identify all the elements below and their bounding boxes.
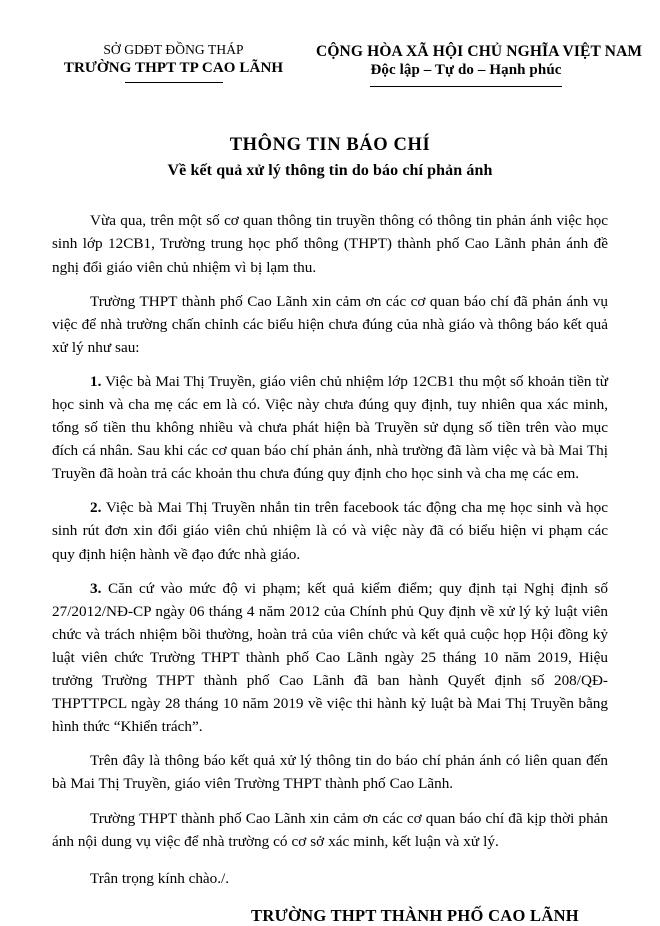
paragraph-number: 1. [90, 372, 102, 390]
signature-block [52, 906, 608, 926]
page-subtitle: Về kết quả xử lý thông tin do báo chí phản ánh [167, 161, 493, 179]
body-paragraph [52, 290, 608, 359]
body-paragraph [52, 209, 608, 278]
title-block [52, 133, 608, 182]
header-right-divider [370, 86, 562, 87]
paragraph-text: Căn cứ vào mức độ vi phạm; kết quả kiểm điểm; quy định tại Nghị định số 27/2012/NĐ-CP ngày 06 tháng 4 năm 2012 của Chính phủ Quy định về xử lý kỷ luật viên chức và trách nhiệm bồi thường, hoàn trả của viên chức và kết quả cuộc họp Hội đồng kỷ luật viên chức Trường THPT thành phố Cao Lãnh ngày 25 tháng 10 năm 2019, Hiệu trưởng Trường THPT thành phố Cao Lãnh đã ban hành Quyết định số 208/QĐ-THPTTPCL ngày 28 tháng 10 năm 2019 về việc thi hành kỷ luật bà Mai Thị Truyền bằng hình thức “Khiển trách”. [52, 579, 608, 736]
body-paragraph [52, 749, 608, 795]
signature-organization: TRƯỜNG THPT THÀNH PHỐ CAO LÃNH [251, 905, 579, 925]
paragraph-text: Vừa qua, trên một số cơ quan thông tin truyền thông có thông tin phản ánh việc học sinh lớp 12CB1, Trường trung học phổ thông (THPT) thành phố Cao Lãnh phản ánh đề nghị đổi giáo viên chủ nhiệm vì bị lạm thu. [52, 212, 608, 276]
body-paragraph [52, 370, 608, 485]
document-body [52, 209, 608, 852]
document-header [52, 42, 643, 87]
paragraph-text: Trường THPT thành phố Cao Lãnh xin cảm ơn các cơ quan báo chí đã kịp thời phản ánh nội dung vụ việc để nhà trường có cơ sở xác minh, kết luận và xử lý. [52, 809, 608, 850]
school-name: TRƯỜNG THPT TP CAO LÃNH [63, 59, 284, 76]
paragraph-text: Việc bà Mai Thị Truyền nhắn tin trên facebook tác động cha mẹ học sinh và học sinh rút đơn xin đổi giáo viên chủ nhiệm là có và việc này đã có biểu hiện vi phạm các quy định hiện hành về đạo đức nhà giáo. [52, 499, 608, 563]
body-paragraph [52, 496, 608, 565]
paragraph-text: Trường THPT thành phố Cao Lãnh xin cảm ơn các cơ quan báo chí đã phản ánh vụ việc để nhà trường chấn chỉnh các biểu hiện chưa đúng của nhà giáo và thông báo kết quả xử lý như sau: [52, 292, 608, 356]
paragraph-number: 2. [90, 499, 102, 517]
page-title: THÔNG TIN BÁO CHÍ [229, 134, 431, 155]
department-name: SỞ GDĐT ĐỒNG THÁP [103, 42, 244, 57]
header-left-divider [125, 82, 223, 83]
closing-salutation: Trân trọng kính chào./. [90, 869, 230, 887]
paragraph-number: 3. [90, 579, 102, 597]
body-paragraph [52, 807, 608, 853]
national-title: CỘNG HÒA XÃ HỘI CHỦ NGHĨA VIỆT NAM [316, 43, 643, 60]
body-paragraph [52, 577, 608, 739]
header-issuing-authority [46, 42, 301, 83]
paragraph-text: Việc bà Mai Thị Truyền, giáo viên chủ nhiệm lớp 12CB1 thu một số khoản tiền từ học sinh và cha mẹ các em là có. Việc này chưa đúng quy định, tuy nhiên qua xác minh, tổng số tiền thu không nhiều và chưa phát hiện bà Truyền sử dụng số tiền trên vào mục đích cá nhân. Sau khi các cơ quan báo chí phản ánh, nhà trường đã làm việc và bà Mai Thị Truyền đã hoàn trả các khoản thu chưa đúng quy định cho học sinh và cha mẹ các em. [52, 372, 608, 483]
national-motto: Độc lập – Tự do – Hạnh phúc [370, 62, 562, 79]
header-national-heading [316, 42, 643, 87]
paragraph-text: Trên đây là thông báo kết quả xử lý thông tin do báo chí phản ánh có liên quan đến bà Mai Thị Truyền, giáo viên Trường THPT thành phố Cao Lãnh. [52, 752, 608, 793]
